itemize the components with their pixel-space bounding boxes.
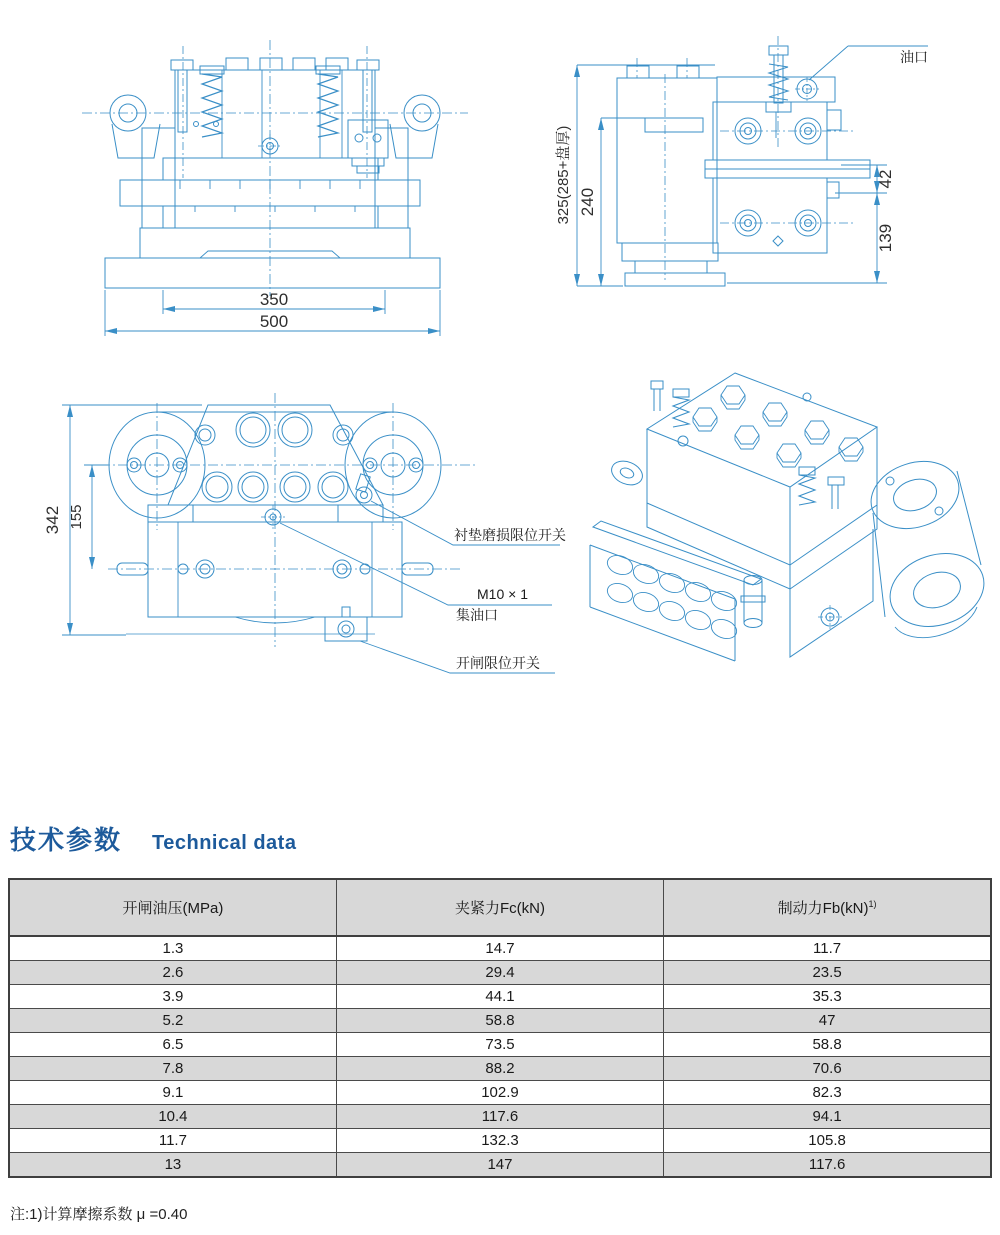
table-row [9,1105,991,1129]
table-header-row [9,879,991,936]
header-footnote-mark: 1) [868,899,877,909]
table-row [9,1033,991,1057]
table-cell: 1.3 [9,936,336,961]
table-cell: 105.8 [664,1129,991,1153]
dim-325: 325(285+盘厚) [555,125,572,225]
section-title [10,820,296,857]
thread-label: M10 × 1 [477,586,528,602]
table-row [9,985,991,1009]
table-cell: 102.9 [336,1081,663,1105]
dim-155: 155 [68,504,85,530]
front-view-lines [82,40,468,296]
technical-data-table [8,878,992,1178]
header-label: 制动力Fb(kN) [777,900,869,917]
table-cell: 73.5 [336,1033,663,1057]
table-cell: 7.8 [9,1057,336,1081]
table-cell: 2.6 [9,961,336,985]
table-cell: 117.6 [336,1105,663,1129]
table-row [9,936,991,961]
dim-240: 240 [578,187,597,217]
table-header-brake-force [664,879,991,936]
table-cell: 58.8 [664,1033,991,1057]
table-cell: 70.6 [664,1057,991,1081]
isometric-lines [590,373,985,661]
isometric-view-drawing [585,355,985,685]
table-row [9,1009,991,1033]
dim-342: 342 [43,505,62,535]
dim-139: 139 [876,223,895,253]
table-cell: 9.1 [9,1081,336,1105]
oil-collector-label: 集油口 [456,607,498,623]
table-row [9,961,991,985]
table-cell: 82.3 [664,1081,991,1105]
table-cell: 44.1 [336,985,663,1009]
section-title-zh: 技术参数 [10,825,123,855]
top-view-dimensions [43,405,566,671]
table-row [9,1153,991,1178]
table-cell: 117.6 [664,1153,991,1178]
front-view-drawing [20,28,480,340]
table-cell: 35.3 [664,985,991,1009]
table-row [9,1081,991,1105]
table-cell: 23.5 [664,961,991,985]
side-view-lines [617,36,870,286]
dim-42: 42 [876,169,895,189]
header-label: 夹紧力Fc(kN) [454,900,545,917]
table-cell: 10.4 [9,1105,336,1129]
table-cell: 29.4 [336,961,663,985]
dim-350: 350 [259,290,289,309]
dim-500: 500 [259,312,289,331]
section-title-en: Technical data [152,832,297,854]
side-view-drawing [555,30,1000,300]
release-switch-label: 开闸限位开关 [456,655,540,671]
footnote: 注:1)计算摩擦系数 μ =0.40 [10,1206,188,1223]
side-view-dimensions [555,46,928,286]
table-cell: 11.7 [664,936,991,961]
front-view-dimensions [105,290,440,336]
table-cell: 88.2 [336,1057,663,1081]
top-view-drawing [30,385,575,690]
table-cell: 3.9 [9,985,336,1009]
table-row [9,1129,991,1153]
header-label: 开闸油压(MPa) [122,900,224,917]
table-cell: 47 [664,1009,991,1033]
table-cell: 11.7 [9,1129,336,1153]
table-cell: 6.5 [9,1033,336,1057]
table-header-pressure [9,879,336,936]
wear-switch-label: 衬垫磨损限位开关 [454,527,566,543]
table-cell: 13 [9,1153,336,1178]
table-cell: 14.7 [336,936,663,961]
table-cell: 94.1 [664,1105,991,1129]
table-cell: 5.2 [9,1009,336,1033]
table-cell: 132.3 [336,1129,663,1153]
table-row [9,1057,991,1081]
table-cell: 58.8 [336,1009,663,1033]
table-cell: 147 [336,1153,663,1178]
oil-port-label: 油口 [900,49,928,65]
table-header-clamp-force [336,879,663,936]
